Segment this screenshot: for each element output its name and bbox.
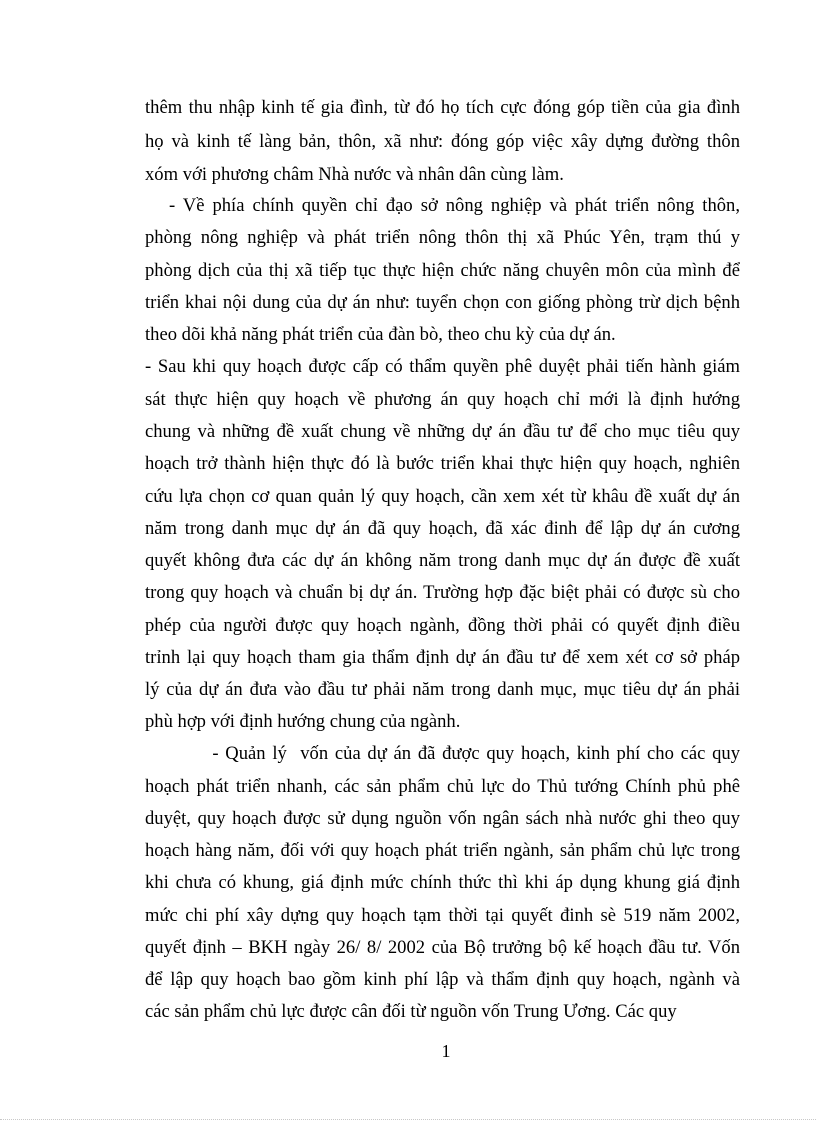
body-text-line: để lập quy hoạch bao gồm kinh phí lập và thẩm định quy hoạch, ngành và — [145, 969, 740, 990]
body-text-line: triển khai nội dung của dự án như: tuyển chọn con giống phòng trừ dịch bệnh — [145, 292, 740, 313]
body-text-line: hoạch hàng năm, đối với quy hoạch phát triển ngành, sản phẩm chủ lực trong — [145, 840, 740, 861]
body-text-line: trỉnh lại quy hoạch tham gia thẩm định dự án đầu tư để xem xét cơ sở pháp — [145, 647, 740, 668]
page-divider — [0, 1119, 816, 1120]
body-text-line: thêm thu nhập kinh tế gia đình, từ đó họ tích cực đóng góp tiền của gia đình — [145, 97, 740, 118]
page-number: 1 — [441, 1041, 451, 1061]
body-text-line: - Sau khi quy hoạch được cấp có thẩm quyền phê duyệt phải tiến hành giám — [145, 356, 740, 377]
body-text-line: duyệt, quy hoạch được sử dụng nguồn vốn ngân sách nhà nước ghi theo quy — [145, 808, 740, 829]
body-text-line: mức chi phí xây dựng quy hoạch tạm thời tại quyết đinh sè 519 năm 2002, — [145, 905, 740, 926]
body-text-line: hoạch phát triển nhanh, các sản phẩm chủ lực do Thủ tướng Chính phủ phê — [145, 776, 740, 797]
body-text-line: phòng nông nghiệp và phát triển nông thôn thị xã Phúc Yên, trạm thú y — [145, 227, 740, 248]
body-text-line: phù hợp với định hướng chung của ngành. — [145, 711, 461, 732]
body-text-line: theo dõi khả năng phát triển của đàn bò, theo chu kỳ của dự án. — [145, 324, 616, 345]
body-text-line: lý của dự án đưa vào đầu tư phải năm trong danh mục, mục tiêu dự án phải — [145, 679, 740, 700]
body-text-line: sát thực hiện quy hoạch về phương án quy hoạch chỉ mới là định hướng — [145, 389, 740, 410]
body-text-line: quyết không đưa các dự án không năm trong danh mục dự án được đề xuất — [145, 550, 740, 571]
body-text-line: các sản phẩm chủ lực được cân đối từ nguồn vốn Trung Ương. Các quy — [145, 1001, 677, 1022]
body-text-line: phòng dịch của thị xã tiếp tục thực hiện chức năng chuyên môn của mình để — [145, 260, 740, 281]
body-text-line: hoạch trở thành hiện thực đó là bước triển khai thực hiện quy hoạch, nghiên — [145, 453, 740, 474]
body-text-line: chung và những đề xuất chung về những dự án đầu tư để cho mục tiêu quy — [145, 421, 740, 442]
body-text-line: năm trong danh mục dự án đã quy hoạch, đã xác đinh để lập dự án cương — [145, 518, 740, 539]
body-text-line: - Về phía chính quyền chỉ đạo sở nông nghiệp và phát triển nông thôn, — [145, 195, 740, 216]
body-text-line: họ và kinh tế làng bản, thôn, xã như: đóng góp việc xây dựng đường thôn — [145, 131, 740, 152]
body-text-line: khi chưa có khung, giá định mức chính thức thì khi áp dụng khung giá định — [145, 872, 740, 893]
body-text-line: quyết định – BKH ngày 26/ 8/ 2002 của Bộ trưởng bộ kế hoạch đầu tư. Vốn — [145, 937, 740, 958]
body-text-line: cứu lựa chọn cơ quan quản lý quy hoạch, cần xem xét từ khâu đề xuất dự án — [145, 486, 740, 507]
body-text-line: xóm với phương châm Nhà nước và nhân dân cùng làm. — [145, 164, 564, 185]
body-text-line: phép của người được quy hoạch ngành, đồng thời phải có quyết định điều — [145, 615, 740, 636]
body-text-line: - Quản lý vốn của dự án đã được quy hoạch, kinh phí cho các quy — [145, 743, 740, 764]
body-text-line: trong quy hoạch và chuẩn bị dự án. Trường hợp đặc biệt phải có được sù cho — [145, 582, 740, 603]
